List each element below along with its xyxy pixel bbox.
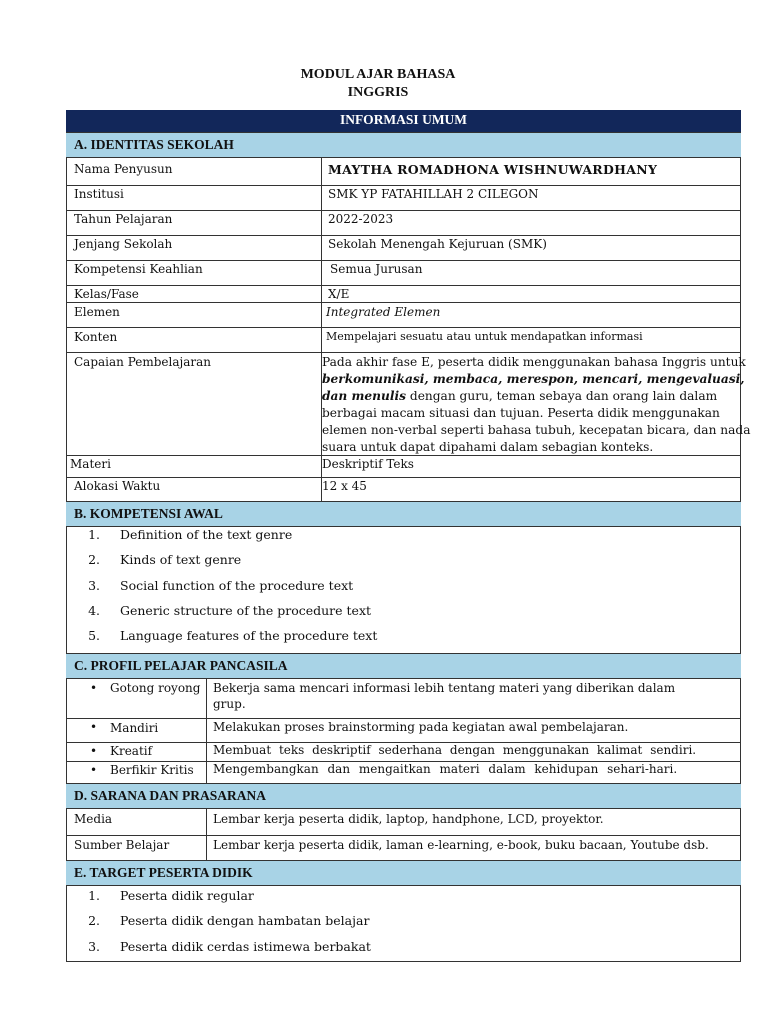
value-konten: Mempelajari sesuatu atau untuk mendapatkan informasi bbox=[326, 330, 643, 343]
row-divider bbox=[66, 260, 741, 261]
label-kelas-fase: Kelas/Fase bbox=[74, 287, 139, 301]
label-media: Media bbox=[74, 812, 113, 826]
label-mandiri: Mandiri bbox=[110, 721, 159, 735]
bullet-icon: • bbox=[90, 744, 98, 758]
label-materi: Materi bbox=[70, 457, 111, 471]
value-sumber-belajar: Lembar kerja peserta didik, laman e-learning, e-book, buku bacaan, Youtube dsb. bbox=[213, 838, 709, 852]
value-gotong-royong: Bekerja sama mencari informasi lebih tentang materi yang diberikan dalam grup. bbox=[213, 681, 676, 711]
capaian-line-6: suara untuk dapat dipahami dalam sebagian konteks. bbox=[322, 440, 654, 454]
column-divider bbox=[206, 679, 207, 783]
value-elemen: Integrated Elemen bbox=[326, 305, 441, 319]
value-kompetensi-keahlian: Semua Jurusan bbox=[330, 262, 423, 276]
section-c-header: C. PROFIL PELAJAR PANCASILA bbox=[66, 653, 741, 679]
row-divider bbox=[66, 235, 741, 236]
section-e-header: E. TARGET PESERTA DIDIK bbox=[66, 860, 741, 886]
document-title-line-2: INGGRIS bbox=[347, 85, 409, 100]
value-kreatif: Membuat teks deskriptif sederhana dengan menggunakan kalimat sendiri. bbox=[213, 743, 697, 757]
informasi-umum-header: INFORMASI UMUM bbox=[66, 110, 741, 132]
value-materi: Deskriptif Teks bbox=[322, 457, 414, 471]
row-divider bbox=[66, 185, 741, 186]
document-title-line-1: MODUL AJAR BAHASA bbox=[300, 67, 456, 82]
label-gotong-royong: Gotong royong bbox=[110, 681, 201, 695]
label-alokasi-waktu: Alokasi Waktu bbox=[74, 479, 161, 493]
bullet-icon: • bbox=[90, 681, 98, 695]
section-d-header: D. SARANA DAN PRASARANA bbox=[66, 783, 741, 809]
label-institusi: Institusi bbox=[74, 187, 124, 201]
label-berfikir-kritis: Berfikir Kritis bbox=[110, 763, 194, 777]
label-jenjang-sekolah: Jenjang Sekolah bbox=[74, 237, 173, 251]
value-mandiri: Melakukan proses brainstorming pada kegiatan awal pembelajaran. bbox=[213, 720, 629, 734]
value-jenjang-sekolah: Sekolah Menengah Kejuruan (SMK) bbox=[328, 237, 547, 251]
row-divider bbox=[66, 352, 741, 353]
value-nama-penyusun: MAYTHA ROMADHONA WISHNUWARDHANY bbox=[328, 162, 658, 177]
row-divider bbox=[66, 302, 741, 303]
row-divider bbox=[66, 835, 741, 836]
row-divider bbox=[66, 327, 741, 328]
capaian-line-3 bbox=[322, 388, 742, 405]
capaian-line-2: berkomunikasi, membaca, merespon, mencari, mengevaluasi, bbox=[322, 372, 745, 386]
capaian-line-5: elemen non-verbal seperti bahasa tubuh, kecepatan bicara, dan nada bbox=[322, 423, 751, 437]
bullet-icon: • bbox=[90, 763, 98, 777]
value-alokasi-waktu: 12 x 45 bbox=[322, 479, 367, 493]
bullet-icon: • bbox=[90, 720, 98, 734]
value-tahun-pelajaran: 2022-2023 bbox=[328, 212, 394, 226]
capaian-line-1: Pada akhir fase E, peserta didik menggunakan bahasa Inggris untuk bbox=[322, 355, 746, 369]
label-sumber-belajar: Sumber Belajar bbox=[74, 838, 170, 852]
label-konten: Konten bbox=[74, 330, 118, 344]
label-kompetensi-keahlian: Kompetensi Keahlian bbox=[74, 262, 203, 276]
row-divider bbox=[66, 285, 741, 286]
value-kelas-fase: X/E bbox=[328, 287, 350, 301]
capaian-bold-text: dan menulis bbox=[322, 389, 407, 403]
row-divider bbox=[66, 210, 741, 211]
section-b-header: B. KOMPETENSI AWAL bbox=[66, 501, 741, 527]
label-tahun-pelajaran: Tahun Pelajaran bbox=[74, 212, 173, 226]
label-capaian-pembelajaran: Capaian Pembelajaran bbox=[74, 355, 211, 369]
label-kreatif: Kreatif bbox=[110, 744, 153, 758]
value-media: Lembar kerja peserta didik, laptop, handphone, LCD, proyektor. bbox=[213, 812, 604, 826]
label-elemen: Elemen bbox=[74, 305, 120, 319]
capaian-line-4: berbagai macam situasi dan tujuan. Peserta didik menggunakan bbox=[322, 406, 720, 420]
row-divider bbox=[66, 718, 741, 719]
row-divider bbox=[66, 477, 741, 478]
capaian-text: dengan guru, teman sebaya dan orang lain dalam bbox=[406, 389, 718, 403]
value-capaian-pembelajaran bbox=[322, 354, 751, 456]
section-a-header: A. IDENTITAS SEKOLAH bbox=[66, 132, 741, 158]
label-nama-penyusun: Nama Penyusun bbox=[74, 162, 173, 176]
value-institusi: SMK YP FATAHILLAH 2 CILEGON bbox=[328, 187, 539, 201]
value-berfikir-kritis: Mengembangkan dan mengaitkan materi dalam kehidupan sehari-hari. bbox=[213, 762, 678, 776]
